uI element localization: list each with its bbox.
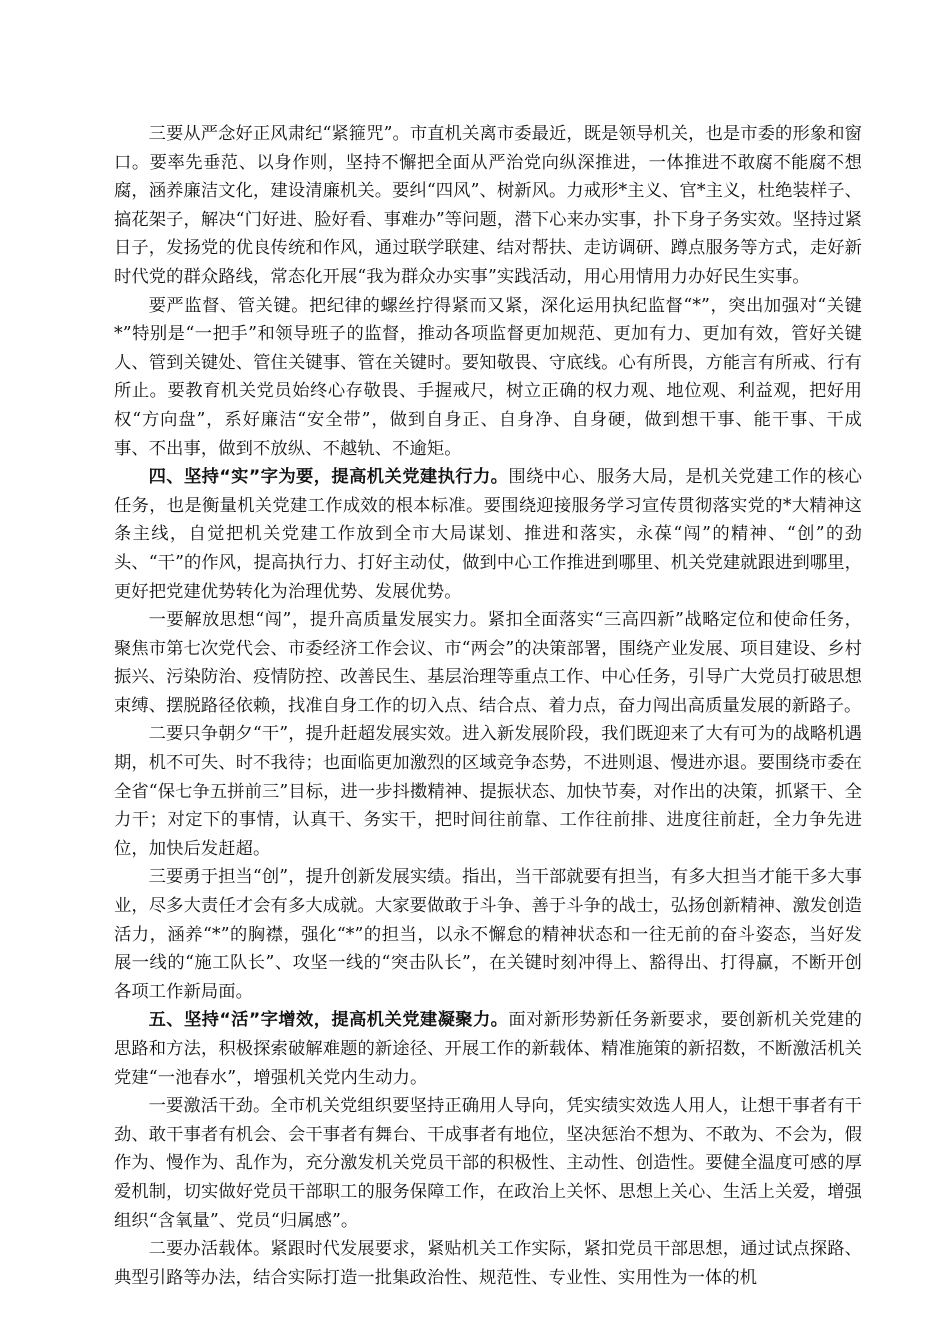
paragraph-8 (114, 1092, 862, 1235)
paragraph-1 (114, 120, 862, 292)
paragraph-2 (114, 292, 862, 464)
section-heading-4: 四、坚持“实”字为要，提高机关党建执行力。 (148, 467, 509, 488)
paragraph-text: 面对新形势新任务新要求，要创新机关党建的思路和方法，积极探索破解难题的新途径、开展工作的新载体、精准施策的新招数，不断激活机关党建“一池春水”，增强机关党内生动力。 (114, 1010, 862, 1088)
paragraph-text: 要严监督、管关键。把纪律的螺丝拧得紧而又紧，深化运用执纪监督“*”，突出加强对“关键*”特别是“一把手”和领导班子的监督，推动各项监督更加规范、更加有力、更加有效，管好关键人、管到关键处、管住关键事、管在关键时。要知敬畏、守底线。心有所畏，方能言有所戒、行有所止。要教育机关党员始终心存敬畏、手握戒尺，树立正确的权力观、地位观、利益观，把好用权“方向盘”，系好廉洁“安全带”，做到自身正、自身净、自身硬，做到想干事、能干事、干成事、不出事，做到不放纵、不越轨、不逾矩。 (114, 295, 862, 459)
paragraph-text: 围绕中心、服务大局，是机关党建工作的核心任务，也是衡量机关党建工作成效的根本标准。要围绕迎接服务学习宣传贯彻落实党的*大精神这条主线，自觉把机关党建工作放到全市大局谋划、推进和落实，永葆“闯”的精神、“创”的劲头、“干”的作风，提高执行力、打好主动仗，做到中心工作推进到哪里、机关党建就跟进到哪里，更好把党建优势转化为治理优势、发展优势。 (114, 467, 862, 602)
paragraph-text: 二要办活载体。紧跟时代发展要求，紧贴机关工作实际，紧扣党员干部思想，通过试点探路、典型引路等办法，结合实际打造一批集政治性、规范性、专业性、实用性为一体的机 (114, 1239, 862, 1288)
paragraph-7 (114, 1006, 862, 1092)
paragraph-5 (114, 720, 862, 863)
paragraph-text: 二要只争朝夕“干”，提升赶超发展实效。进入新发展阶段，我们既迎来了大有可为的战略机遇期，机不可失、时不我待；也面临更加激烈的区域竞争态势，不进则退、慢进亦退。要围绕市委在全省“保七争五拼前三”目标，进一步抖擞精神、提振状态、加快节奏，对作出的决策，抓紧干、全力干；对定下的事情，认真干、务实干，把时间往前靠、工作往前排、进度往前赶，全力争先进位，加快后发赶超。 (114, 724, 862, 859)
document-page (114, 120, 862, 1292)
paragraph-text: 三要从严念好正风肃纪“紧箍咒”。市直机关离市委最近，既是领导机关，也是市委的形象和窗口。要率先垂范、以身作则，坚持不懈把全面从严治党向纵深推进，一体推进不敢腐不能腐不想腐，涵养廉洁文化，建设清廉机关。要纠“四风”、树新风。力戒形*主义、官*主义，杜绝装样子、搞花架子，解决“门好进、脸好看、事难办”等问题，潜下心来办实事，扑下身子务实效。坚持过紧日子，发扬党的优良传统和作风，通过联学联建、结对帮扶、走访调研、蹲点服务等方式，走好新时代党的群众路线，常态化开展“我为群众办实事”实践活动，用心用情用力办好民生实事。 (114, 124, 862, 287)
paragraph-text: 一要激活干劲。全市机关党组织要坚持正确用人导向，凭实绩实效选人用人，让想干事者有干劲、敢干事者有机会、会干事者有舞台、干成事者有地位，坚决惩治不想为、不敢为、不会为，假作为、慢作为、乱作为，充分激发机关党员干部的积极性、主动性、创造性。要健全温度可感的厚爱机制，切实做好党员干部职工的服务保障工作，在政治上关怀、思想上关心、生活上关爱，增强组织“含氧量”、党员“归属感”。 (114, 1096, 862, 1231)
paragraph-4 (114, 606, 862, 720)
paragraph-text: 三要勇于担当“创”，提升创新发展实绩。指出，当干部就要有担当，有多大担当才能干多大事业，尽多大责任才会有多大成就。大家要做敢于斗争、善于斗争的战士，弘扬创新精神、激发创造活力，涵养“*”的胸襟，强化“*”的担当，以永不懈怠的精神状态和一往无前的奋斗姿态，当好发展一线的“施工队长”、攻坚一线的“突击队长”，在关键时刻冲得上、豁得出、打得赢，不断开创各项工作新局面。 (114, 867, 862, 1002)
section-heading-5: 五、坚持“活”字增效，提高机关党建凝聚力。 (148, 1010, 509, 1031)
paragraph-6 (114, 863, 862, 1006)
paragraph-text: 一要解放思想“闯”，提升高质量发展实力。紧扣全面落实“三高四新”战略定位和使命任务，聚焦市第七次党代会、市委经济工作会议、市“两会”的决策部署，围绕产业发展、项目建设、乡村振兴、污染防治、疫情防控、改善民生、基层治理等重点工作、中心任务，引导广大党员打破思想束缚、摆脱路径依赖，找准自身工作的切入点、结合点、着力点，奋力闯出高质量发展的新路子。 (114, 610, 862, 716)
paragraph-3 (114, 463, 862, 606)
paragraph-9 (114, 1235, 862, 1292)
